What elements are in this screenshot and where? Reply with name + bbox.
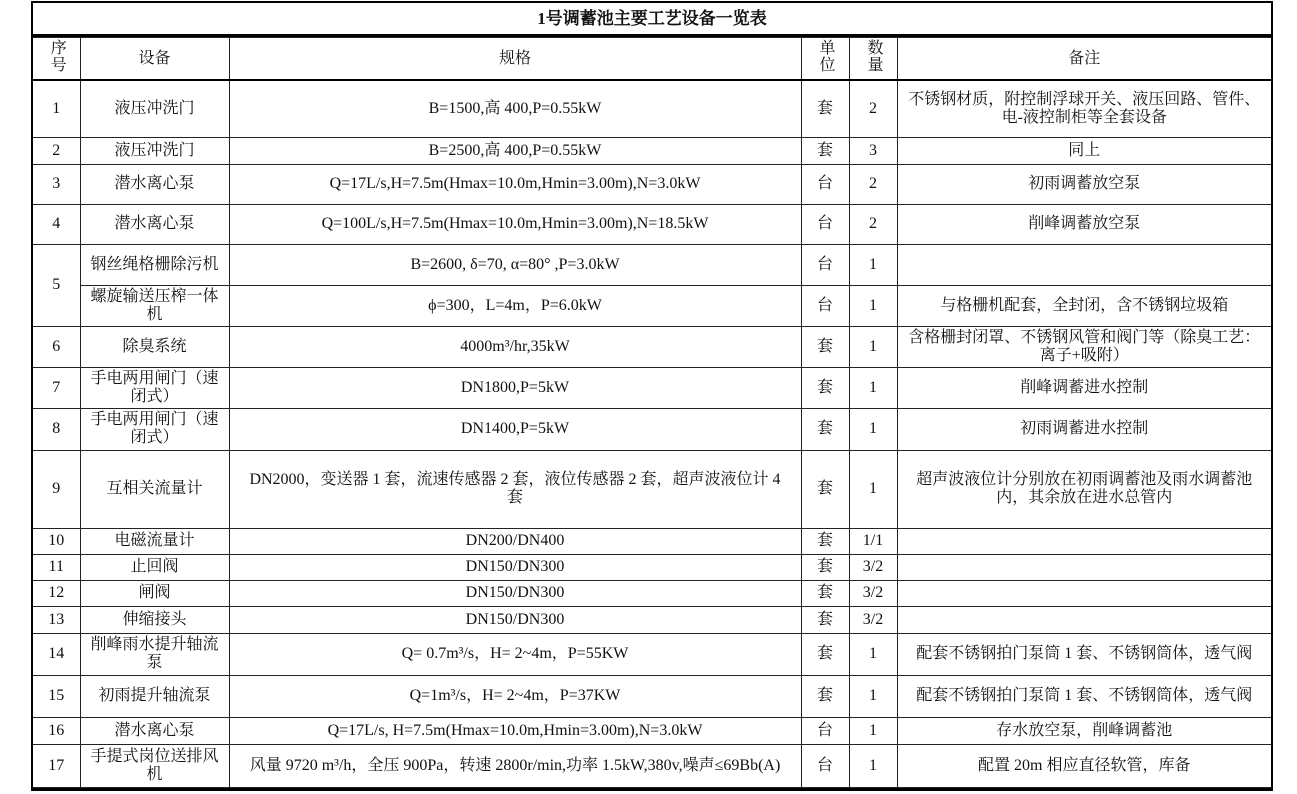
cell-unit: 套: [801, 367, 849, 408]
cell-equipment: 液压冲洗门: [80, 137, 229, 164]
cell-equipment: 潜水离心泵: [80, 164, 229, 204]
cell-remark: 不锈钢材质，附控制浮球开关、液压回路、管件、电-液控制柜等全套设备: [897, 80, 1271, 137]
table-row: [33, 744, 1271, 787]
cell-unit: 台: [801, 285, 849, 326]
cell-remark: 与格栅机配套，全封闭，含不锈钢垃圾箱: [897, 285, 1271, 326]
table-row: [33, 633, 1271, 675]
cell-equipment: 手提式岗位送排风机: [80, 744, 229, 787]
table-row: [33, 367, 1271, 408]
cell-unit: 台: [801, 164, 849, 204]
cell-remark: [897, 244, 1271, 285]
cell-qty: 2: [849, 80, 897, 137]
cell-unit: 台: [801, 244, 849, 285]
cell-spec: B=2500,高 400,P=0.55kW: [229, 137, 801, 164]
cell-remark: [897, 528, 1271, 554]
table-row: [33, 528, 1271, 554]
cell-spec: DN1400,P=5kW: [229, 408, 801, 450]
cell-no: 15: [33, 675, 80, 717]
cell-equipment: 初雨提升轴流泵: [80, 675, 229, 717]
cell-no: 3: [33, 164, 80, 204]
cell-spec: Q=17L/s,H=7.5m(Hmax=10.0m,Hmin=3.00m),N=3.0kW: [229, 164, 801, 204]
header-unit-label: 单位: [817, 39, 834, 73]
cell-qty: 1: [849, 244, 897, 285]
cell-qty: 1: [849, 633, 897, 675]
cell-spec: 风量 9720 m³/h，全压 900Pa，转速 2800r/min,功率 1.5kW,380v,噪声≤69Bb(A): [229, 744, 801, 787]
cell-no: 4: [33, 204, 80, 244]
cell-qty: 1/1: [849, 528, 897, 554]
cell-remark: 配置 20m 相应直径软管，库备: [897, 744, 1271, 787]
cell-qty: 1: [849, 285, 897, 326]
cell-unit: 套: [801, 675, 849, 717]
cell-spec: DN150/DN300: [229, 606, 801, 633]
cell-spec: Q=100L/s,H=7.5m(Hmax=10.0m,Hmin=3.00m),N=18.5kW: [229, 204, 801, 244]
cell-remark: 配套不锈钢拍门泵筒 1 套、不锈钢筒体，透气阀: [897, 633, 1271, 675]
cell-equipment: 手电两用闸门（速闭式）: [80, 367, 229, 408]
cell-no: 5: [33, 244, 80, 326]
cell-qty: 3: [849, 137, 897, 164]
header-no: [33, 38, 80, 81]
header-row: [33, 38, 1271, 81]
cell-remark: 初雨调蓄放空泵: [897, 164, 1271, 204]
cell-equipment: 止回阀: [80, 554, 229, 580]
cell-no: 1: [33, 80, 80, 137]
cell-qty: 3/2: [849, 606, 897, 633]
cell-remark: [897, 554, 1271, 580]
cell-equipment: 潜水离心泵: [80, 717, 229, 744]
table-row: [33, 606, 1271, 633]
table-row: [33, 408, 1271, 450]
header-remark: 备注: [897, 38, 1271, 81]
cell-remark: 含格栅封闭罩、不锈钢风管和阀门等（除臭工艺：离子+吸附）: [897, 326, 1271, 367]
cell-spec: 4000m³/hr,35kW: [229, 326, 801, 367]
cell-unit: 套: [801, 528, 849, 554]
header-unit: [801, 38, 849, 81]
cell-equipment: 闸阀: [80, 580, 229, 606]
header-equipment: 设备: [80, 38, 229, 81]
cell-unit: 套: [801, 450, 849, 528]
cell-spec: DN200/DN400: [229, 528, 801, 554]
header-spec: 规格: [229, 38, 801, 81]
table-row: [33, 717, 1271, 744]
table-row: [33, 326, 1271, 367]
cell-no: 2: [33, 137, 80, 164]
cell-no: 12: [33, 580, 80, 606]
cell-remark: 同上: [897, 137, 1271, 164]
header-qty-label: 数量: [865, 39, 882, 73]
cell-equipment: 伸缩接头: [80, 606, 229, 633]
cell-unit: 台: [801, 204, 849, 244]
cell-equipment: 电磁流量计: [80, 528, 229, 554]
cell-unit: 套: [801, 606, 849, 633]
cell-qty: 1: [849, 367, 897, 408]
header-no-label: 序号: [48, 39, 66, 73]
cell-no: 13: [33, 606, 80, 633]
equipment-table: [33, 37, 1271, 788]
cell-unit: 套: [801, 137, 849, 164]
cell-unit: 套: [801, 554, 849, 580]
cell-unit: 套: [801, 80, 849, 137]
table-row: [33, 204, 1271, 244]
cell-remark: 配套不锈钢拍门泵筒 1 套、不锈钢筒体，透气阀: [897, 675, 1271, 717]
cell-equipment: 互相关流量计: [80, 450, 229, 528]
table-row: [33, 244, 1271, 285]
cell-no: 10: [33, 528, 80, 554]
cell-qty: 1: [849, 450, 897, 528]
cell-no: 16: [33, 717, 80, 744]
cell-qty: 1: [849, 744, 897, 787]
header-qty: [849, 38, 897, 81]
cell-unit: 套: [801, 326, 849, 367]
cell-spec: B=1500,高 400,P=0.55kW: [229, 80, 801, 137]
cell-equipment: 除臭系统: [80, 326, 229, 367]
table-row: [33, 580, 1271, 606]
table-row: [33, 450, 1271, 528]
cell-spec: DN150/DN300: [229, 580, 801, 606]
table-body: [33, 80, 1271, 787]
cell-remark: 存水放空泵，削峰调蓄池: [897, 717, 1271, 744]
cell-qty: 1: [849, 717, 897, 744]
cell-no: 11: [33, 554, 80, 580]
table-row: [33, 137, 1271, 164]
cell-spec: DN1800,P=5kW: [229, 367, 801, 408]
cell-equipment: 削峰雨水提升轴流泵: [80, 633, 229, 675]
cell-no: 17: [33, 744, 80, 787]
table-title: 1号调蓄池主要工艺设备一览表: [33, 3, 1271, 37]
table-row: [33, 554, 1271, 580]
table-row: [33, 675, 1271, 717]
cell-no: 14: [33, 633, 80, 675]
cell-spec: DN150/DN300: [229, 554, 801, 580]
cell-qty: 2: [849, 204, 897, 244]
cell-qty: 1: [849, 675, 897, 717]
cell-qty: 3/2: [849, 554, 897, 580]
cell-no: 6: [33, 326, 80, 367]
table-row: [33, 80, 1271, 137]
cell-remark: [897, 606, 1271, 633]
cell-unit: 套: [801, 633, 849, 675]
cell-remark: [897, 580, 1271, 606]
cell-remark: 削峰调蓄放空泵: [897, 204, 1271, 244]
cell-no: 7: [33, 367, 80, 408]
cell-qty: 2: [849, 164, 897, 204]
cell-remark: 削峰调蓄进水控制: [897, 367, 1271, 408]
cell-unit: 套: [801, 580, 849, 606]
equipment-table-container: [31, 1, 1273, 791]
cell-qty: 1: [849, 326, 897, 367]
cell-spec: DN2000，变送器 1 套，流速传感器 2 套，液位传感器 2 套，超声波液位计 4 套: [229, 450, 801, 528]
cell-equipment: 手电两用闸门（速闭式）: [80, 408, 229, 450]
cell-equipment: 螺旋输送压榨一体机: [80, 285, 229, 326]
cell-remark: 超声波液位计分别放在初雨调蓄池及雨水调蓄池内，其余放在进水总管内: [897, 450, 1271, 528]
cell-equipment: 液压冲洗门: [80, 80, 229, 137]
cell-unit: 台: [801, 744, 849, 787]
table-row: [33, 285, 1271, 326]
cell-unit: 套: [801, 408, 849, 450]
cell-spec: Q=17L/s, H=7.5m(Hmax=10.0m,Hmin=3.00m),N=3.0kW: [229, 717, 801, 744]
cell-qty: 1: [849, 408, 897, 450]
table-row: [33, 164, 1271, 204]
cell-spec: Q=1m³/s，H= 2~4m，P=37KW: [229, 675, 801, 717]
cell-spec: Q= 0.7m³/s，H= 2~4m，P=55KW: [229, 633, 801, 675]
cell-equipment: 潜水离心泵: [80, 204, 229, 244]
cell-unit: 台: [801, 717, 849, 744]
cell-equipment: 钢丝绳格栅除污机: [80, 244, 229, 285]
cell-qty: 3/2: [849, 580, 897, 606]
cell-spec: B=2600, δ=70, α=80° ,P=3.0kW: [229, 244, 801, 285]
cell-spec: ϕ=300，L=4m，P=6.0kW: [229, 285, 801, 326]
cell-no: 9: [33, 450, 80, 528]
cell-no: 8: [33, 408, 80, 450]
cell-remark: 初雨调蓄进水控制: [897, 408, 1271, 450]
